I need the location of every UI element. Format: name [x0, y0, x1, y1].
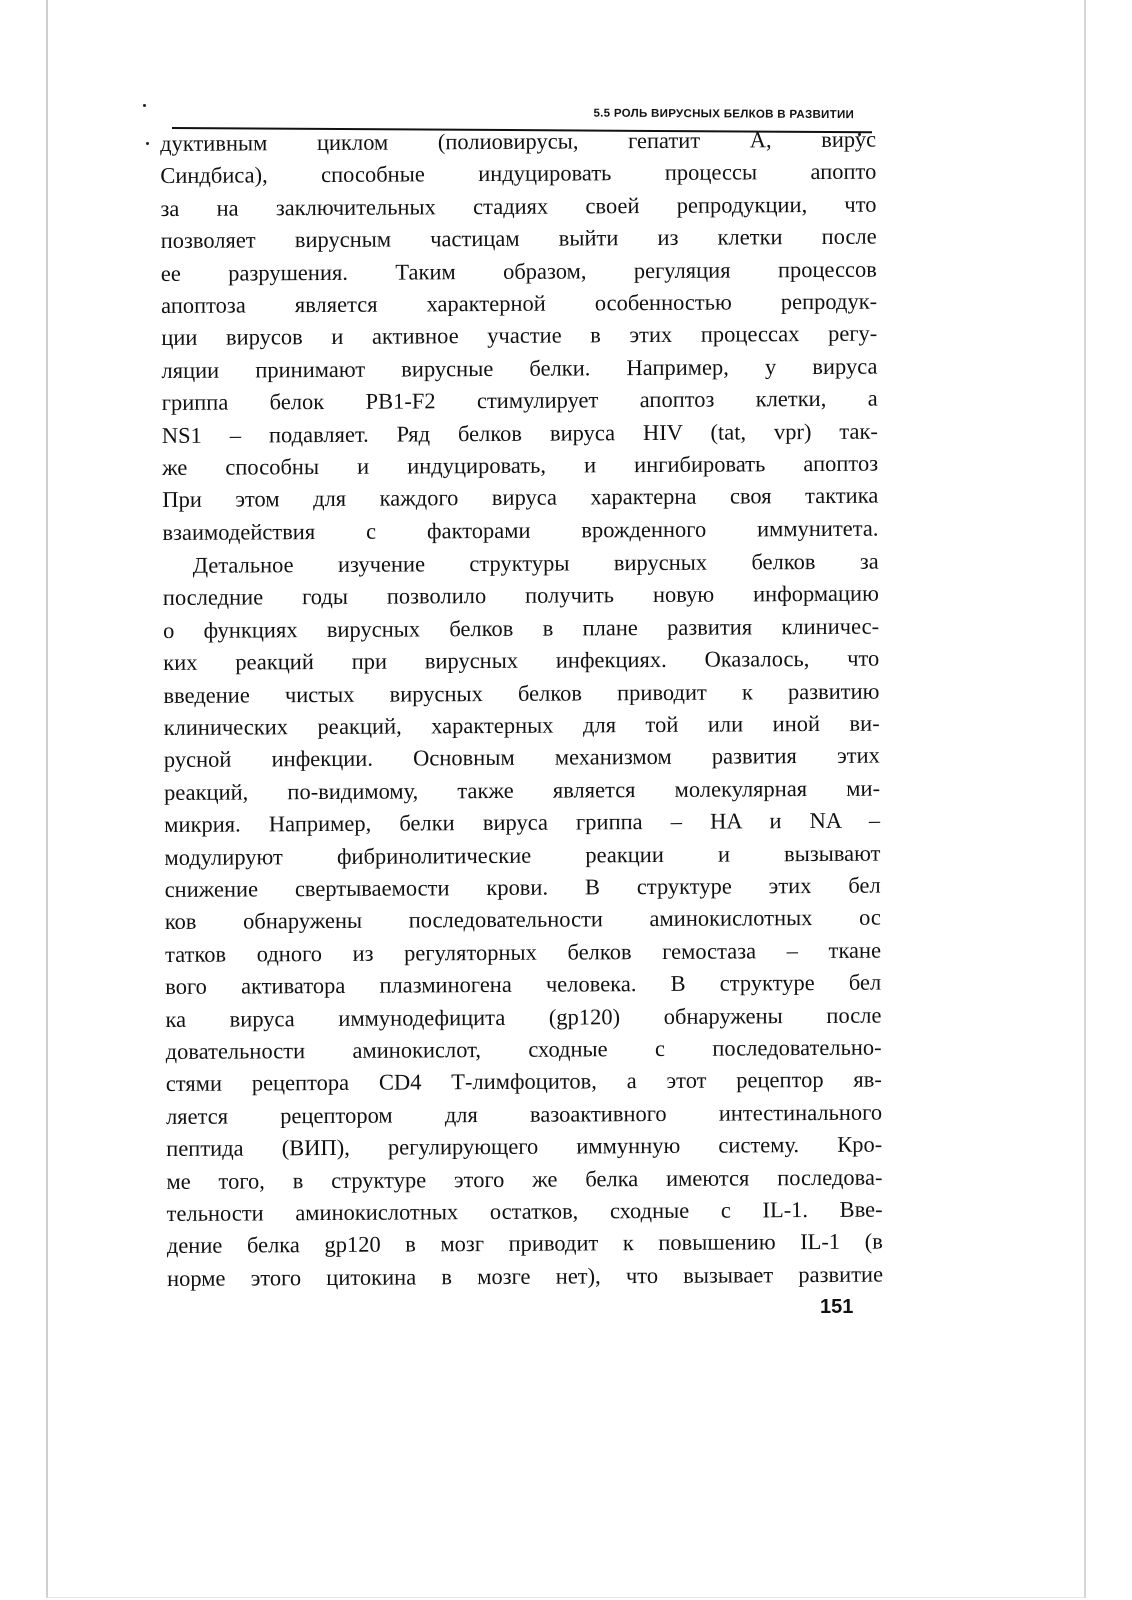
- text-line: микрия. Например, белки вируса гриппа – HA и NA –: [164, 807, 881, 838]
- text-line: ких реакций при вирусных инфекциях. Оказалось, что: [163, 645, 880, 676]
- paragraph-2: [163, 546, 884, 1295]
- text-line: дение белка gp120 в мозг приводит к повышению IL-1 (в: [166, 1228, 883, 1259]
- paragraph-1: [160, 124, 879, 549]
- running-head-title: 5.5 РОЛЬ ВИРУСНЫХ БЕЛКОВ В РАЗВИТИИ: [593, 107, 855, 122]
- text-line: вого активатора плазминогена человека. В структуре бел: [165, 969, 882, 1000]
- text-line: ляции принимают вирусные белки. Например, у вируса: [161, 353, 878, 383]
- text-line: реакций, по-видимому, также является молекулярная ми-: [163, 775, 881, 805]
- text-line: апоптоза является характерной особенностью репродук-: [161, 288, 878, 318]
- text-line: ции вирусов и активное участие в этих процессах регу-: [161, 320, 878, 351]
- text-line: ков обнаружены последовательности аминокислотных ос: [164, 904, 881, 935]
- text-line: введение чистых вирусных белков приводит к развитию: [163, 678, 880, 708]
- page-number: 151: [820, 1296, 854, 1318]
- text-line: модулируют фибринолитические реакции и вызывают: [164, 840, 881, 870]
- body-text: [160, 124, 883, 1295]
- text-line: норме этого цитокина в мозге нет), что вызывает развитие: [166, 1261, 884, 1291]
- text-line: же способны и индуцировать, и ингибировать апоптоз: [161, 450, 879, 480]
- text-line: NS1 – подавляет. Ряд белков вируса HIV (tat, vpr) так-: [161, 418, 878, 448]
- text-line: ляется рецептором для вазоактивного интестинального: [165, 1099, 883, 1129]
- text-line: за на заключительных стадиях своей репродукции, что: [160, 191, 877, 221]
- text-line: о функциях вирусных белков в плане развития клиничес-: [162, 613, 880, 643]
- text-line: снижение свертываемости крови. В структуре этих бел: [164, 872, 881, 902]
- text-line: ее разрушения. Таким образом, регуляция процессов: [160, 256, 877, 286]
- text-line: ка вируса иммунодефицита (gp120) обнаружены после: [165, 1002, 882, 1032]
- text-line: тельности аминокислотных остатков, сходные с IL-1. Вве-: [166, 1196, 883, 1226]
- text-line: клинических реакций, характерных для той или иной ви-: [163, 710, 880, 741]
- text-line: русной инфекции. Основным механизмом развития этих: [163, 743, 880, 773]
- text-line: довательности аминокислот, сходные с последовательно-: [165, 1034, 882, 1064]
- text-line: пептида (ВИП), регулирующего иммунную систему. Кро-: [166, 1131, 883, 1162]
- text-line: взаимодействия с факторами врожденного иммунитета.: [162, 515, 879, 545]
- text-line: При этом для каждого вируса характерна своя тактика: [162, 482, 879, 513]
- text-line: Синдбиса), способные индуцировать процессы апопто: [160, 159, 877, 189]
- scan-speck: [146, 142, 149, 145]
- text-line: ме того, в структуре этого же белка имеются последова-: [166, 1164, 883, 1194]
- text-line: дуктивным циклом (полиовирусы, гепатит А, вирус: [160, 126, 877, 156]
- scan-speck: [143, 104, 146, 107]
- text-line: последние годы позволило получить новую информацию: [162, 581, 879, 611]
- text-line: стями рецептора CD4 Т-лимфоцитов, а этот рецептор яв-: [165, 1066, 882, 1097]
- text-line: гриппа белок PB1-F2 стимулирует апоптоз клетки, а: [161, 385, 878, 416]
- text-line: Детальное изучение структуры вирусных белков за: [192, 548, 879, 578]
- text-line: позволяет вирусным частицам выйти из клетки после: [160, 223, 877, 254]
- text-line: татков одного из регуляторных белков гемостаза – ткане: [164, 937, 882, 967]
